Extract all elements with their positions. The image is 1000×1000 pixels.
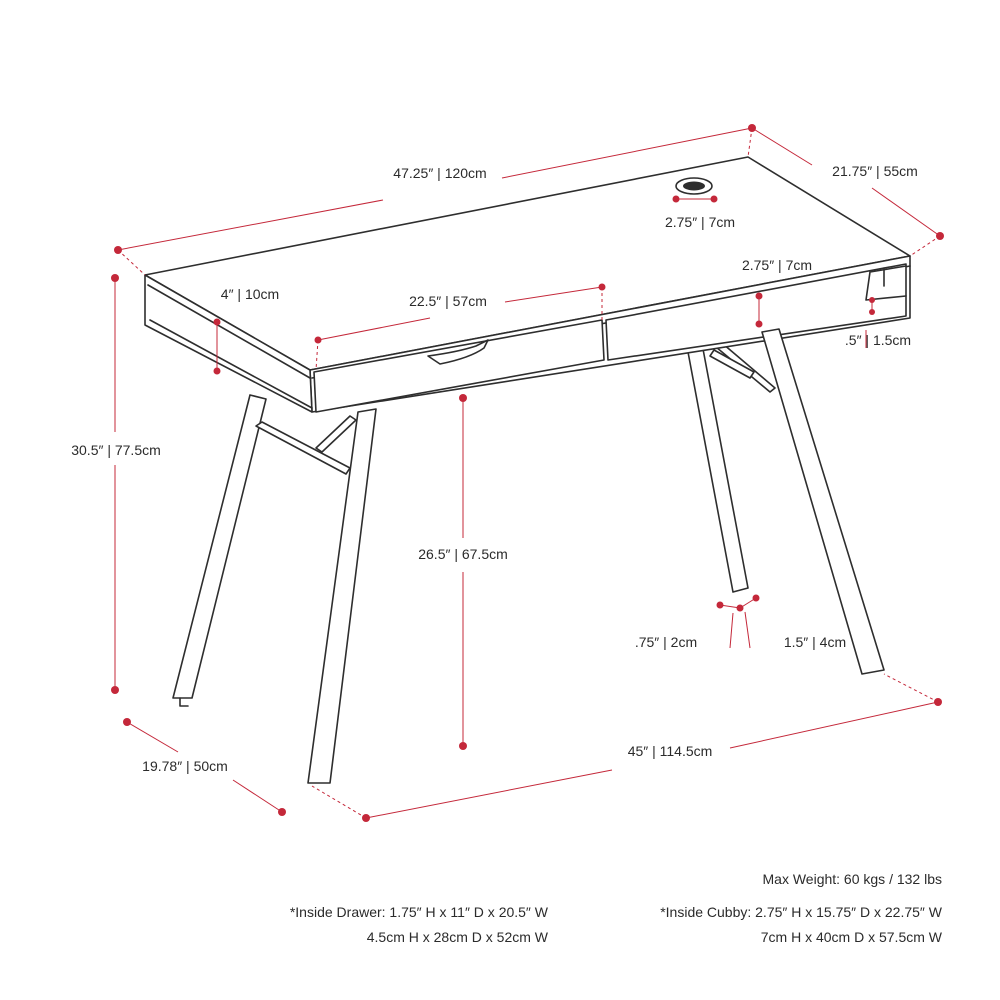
inside-drawer-note-2: 4.5cm H x 28cm D x 52cm W [366, 929, 548, 945]
label-leg-width: 1.5″ | 4cm [783, 634, 847, 650]
label-top-width: 47.25″ | 120cm [393, 165, 487, 181]
inside-drawer-note-1: *Inside Drawer: 1.75″ H x 11″ D x 20.5″ W [289, 904, 548, 920]
label-cubby-height: 2.75″ | 7cm [741, 257, 813, 273]
label-grommet: 2.75″ | 7cm [664, 214, 736, 230]
foot-cap-left [180, 698, 188, 706]
spec-notes [290, 871, 943, 945]
label-total-height: 30.5″ | 77.5cm [71, 442, 161, 458]
cable-grommet-inner [683, 182, 705, 191]
label-apron-height: 4″ | 10cm [220, 286, 280, 302]
inside-cubby-note-1: *Inside Cubby: 2.75″ H x 15.75″ D x 22.75″ W [660, 904, 942, 920]
left-cross-brace [316, 416, 356, 452]
front-right-leg [762, 329, 884, 674]
back-left-leg [173, 395, 266, 698]
label-leg-thickness: .75″ | 2cm [634, 634, 698, 650]
label-knee-clearance: 26.5″ | 67.5cm [418, 546, 508, 562]
max-weight-note: Max Weight: 60 kgs / 132 lbs [762, 871, 942, 887]
label-shelf-thickness: .5″ | 1.5cm [844, 332, 912, 348]
inside-cubby-note-2: 7cm H x 40cm D x 57.5cm W [760, 929, 942, 945]
label-top-depth: 21.75″ | 55cm [832, 163, 918, 179]
label-leg-depth: 19.78″ | 50cm [142, 758, 228, 774]
label-leg-span: 45″ | 114.5cm [627, 743, 713, 759]
desk-illustration [145, 157, 910, 783]
back-right-leg [688, 349, 748, 592]
label-drawer-width: 22.5″ | 57cm [409, 293, 487, 309]
